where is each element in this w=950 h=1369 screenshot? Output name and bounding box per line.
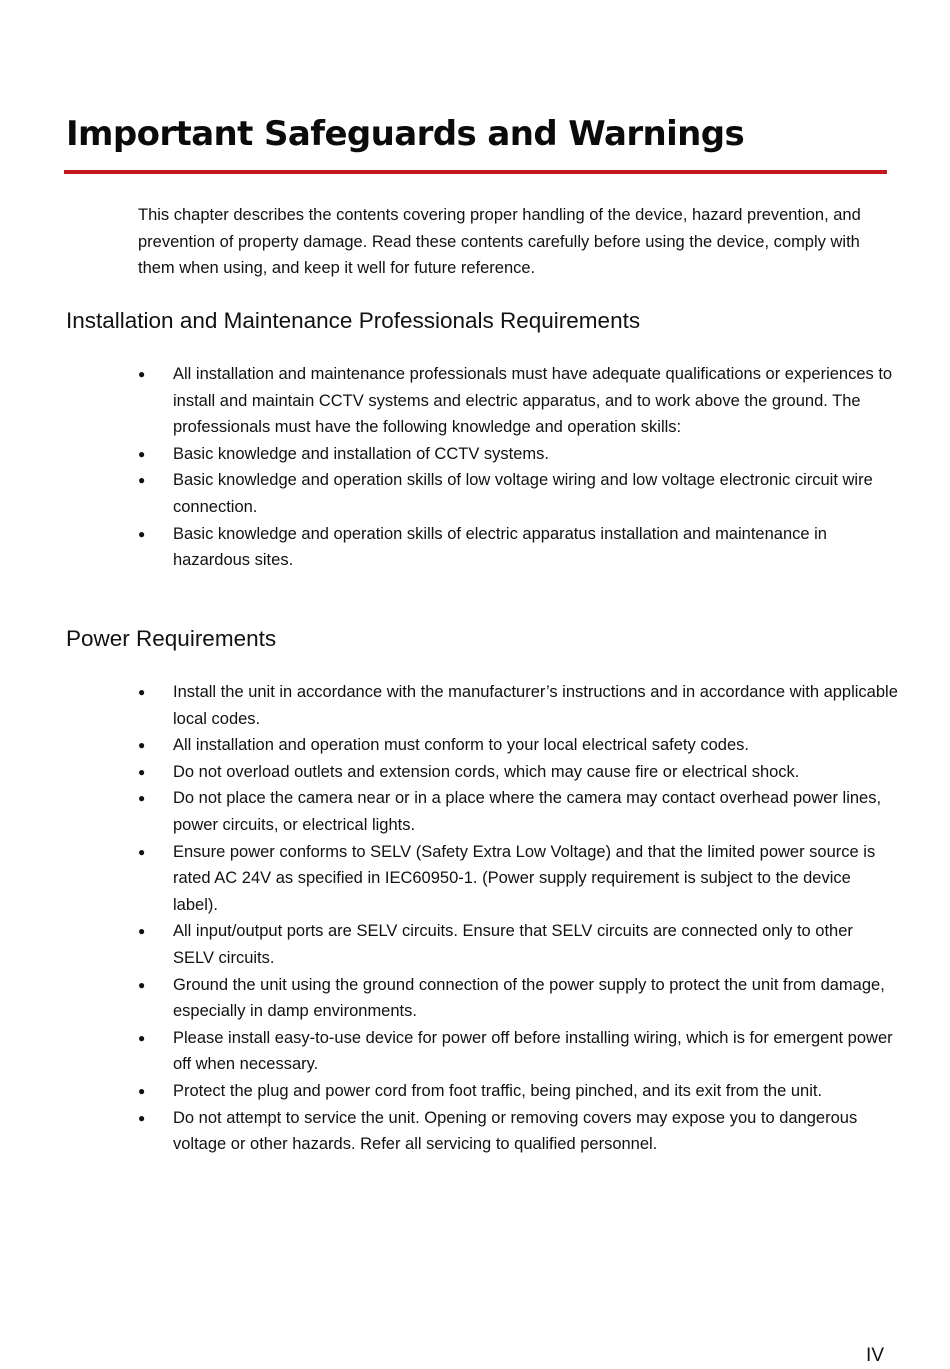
list-item (138, 839, 898, 919)
list-item-text: All installation and maintenance professionals must have adequate qualifications or experiences to install and maintain CCTV systems and electric apparatus, and to work above the ground. The professionals must have the following knowledge and operation skills: (173, 365, 893, 437)
bullet-icon: ● (138, 738, 146, 753)
bullet-icon: ● (138, 844, 146, 859)
intro-paragraph: This chapter describes the contents covering proper handling of the device, hazard prevention, and prevention of property damage. Read these contents carefully before using the device, comply with them when using, and keep it well for future reference. (138, 206, 861, 278)
list-item-text: Do not attempt to service the unit. Opening or removing covers may expose you to dangerous voltage or other hazards. Refer all servicing to qualified personnel. (173, 1108, 858, 1154)
title-divider (64, 170, 887, 174)
bullet-icon: ● (138, 1110, 146, 1125)
list-item (138, 759, 898, 786)
list-item-text: All installation and operation must conform to your local electrical safety codes. (173, 736, 749, 755)
list-item (138, 972, 898, 1025)
bullet-icon: ● (138, 791, 146, 806)
list-item (138, 785, 898, 838)
list-item-text: Do not place the camera near or in a place where the camera may contact overhead power lines, power circuits, or electrical lights. (173, 789, 882, 834)
installation-requirements-list (138, 361, 898, 574)
bullet-icon: ● (138, 1030, 146, 1045)
page-number: IV (866, 1345, 884, 1366)
list-item (138, 732, 898, 759)
page-title: Important Safeguards and Warnings (66, 114, 745, 154)
list-item (138, 467, 898, 520)
list-item-text: Protect the plug and power cord from foot traffic, being pinched, and its exit from the unit. (173, 1081, 823, 1100)
bullet-icon: ● (138, 764, 146, 779)
list-item-text: Ensure power conforms to SELV (Safety Extra Low Voltage) and that the limited power source is rated AC 24V as specified in IEC60950-1. (Power supply requirement is subject to the device label). (173, 842, 876, 914)
list-item-text: Basic knowledge and operation skills of electric apparatus installation and maintenance in hazardous sites. (173, 524, 827, 570)
list-item-text: Do not overload outlets and extension cords, which may cause fire or electrical shock. (173, 762, 800, 781)
section-heading-installation: Installation and Maintenance Professionals Requirements (66, 308, 641, 333)
list-item (138, 1025, 898, 1078)
list-item (138, 1078, 898, 1105)
bullet-icon: ● (138, 473, 146, 488)
list-item (138, 441, 898, 468)
bullet-icon: ● (138, 367, 146, 381)
list-item-text: Please install easy-to-use device for power off before installing wiring, which is for emergent power off when necessary. (173, 1028, 893, 1074)
bullet-icon: ● (138, 977, 146, 992)
list-item (138, 361, 898, 441)
section-heading-power: Power Requirements (66, 626, 277, 651)
list-item-text: Ground the unit using the ground connection of the power supply to protect the unit from damage, especially in damp environments. (173, 975, 885, 1021)
power-requirements-list (138, 679, 898, 1158)
bullet-icon: ● (138, 446, 146, 461)
list-item-text: Basic knowledge and installation of CCTV systems. (173, 444, 550, 463)
list-item-text: Install the unit in accordance with the manufacturer’s instructions and in accordance with applicable local codes. (173, 683, 898, 728)
bullet-icon: ● (138, 685, 146, 699)
list-item (138, 1105, 898, 1158)
list-item-text: All input/output ports are SELV circuits. Ensure that SELV circuits are connected only to other SELV circuits. (173, 922, 853, 967)
list-item-text: Basic knowledge and operation skills of low voltage wiring and low voltage electronic circuit wire connection. (173, 471, 873, 516)
list-item (138, 679, 898, 732)
list-item (138, 918, 898, 971)
list-item (138, 521, 898, 574)
bullet-icon: ● (138, 1083, 146, 1098)
bullet-icon: ● (138, 526, 146, 541)
bullet-icon: ● (138, 924, 146, 939)
